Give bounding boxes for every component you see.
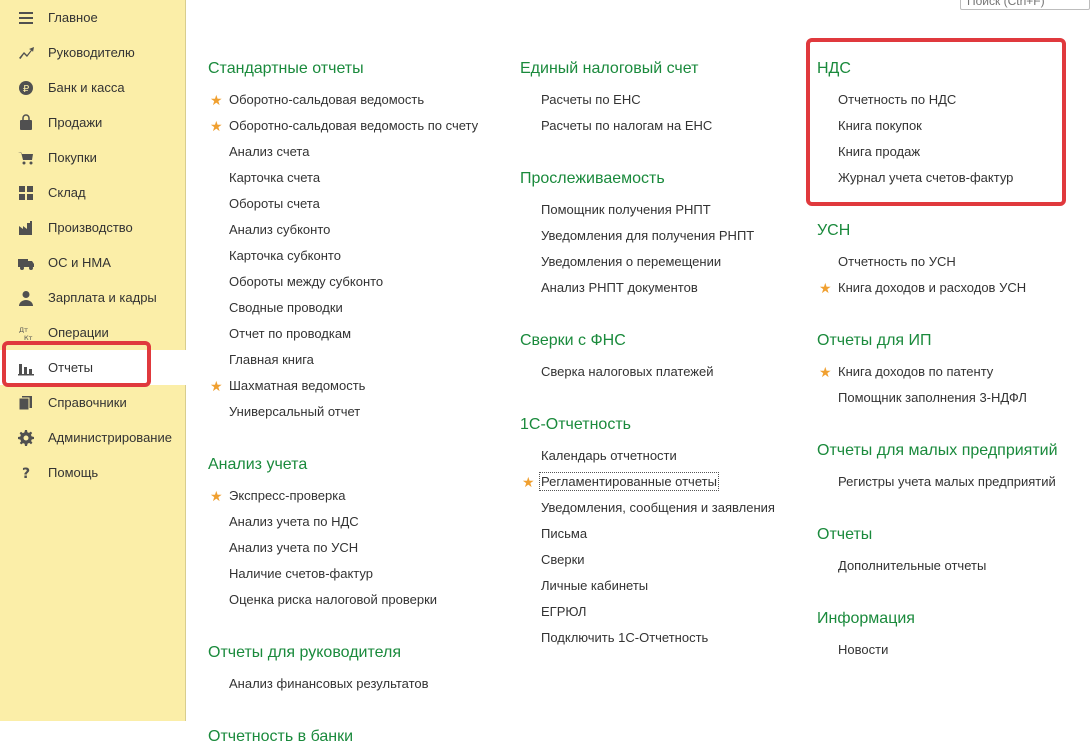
- sidebar-item-gear[interactable]: [0, 420, 186, 455]
- report-link[interactable]: Отчетность по УСН: [838, 254, 956, 269]
- star-icon[interactable]: ★: [210, 118, 223, 134]
- sidebar-item-shopping-bag[interactable]: [0, 105, 186, 140]
- star-icon[interactable]: ★: [210, 378, 223, 394]
- report-link[interactable]: Дополнительные отчеты: [838, 558, 987, 573]
- report-link[interactable]: Анализ субконто: [229, 222, 331, 237]
- section-title: Сверки с ФНС: [520, 332, 626, 349]
- report-link[interactable]: Помощник заполнения 3-НДФЛ: [838, 390, 1027, 405]
- trend-up-icon: [16, 43, 36, 63]
- factory-icon: [16, 218, 36, 238]
- sidebar-item-cart[interactable]: [0, 140, 186, 175]
- report-link[interactable]: Оборотно-сальдовая ведомость: [229, 92, 425, 107]
- report-link[interactable]: Расчеты по налогам на ЕНС: [541, 118, 713, 133]
- cart-icon: [16, 148, 36, 168]
- star-icon[interactable]: ★: [210, 92, 223, 108]
- report-link[interactable]: Карточка счета: [229, 170, 321, 185]
- report-link[interactable]: Отчетность по НДС: [838, 92, 957, 107]
- report-link[interactable]: Книга покупок: [838, 118, 922, 133]
- report-link[interactable]: Книга доходов и расходов УСН: [838, 280, 1027, 295]
- report-link[interactable]: Универсальный отчет: [229, 404, 361, 419]
- report-link[interactable]: Анализ учета по УСН: [229, 540, 359, 555]
- sidebar-item-question[interactable]: [0, 455, 186, 490]
- sidebar-item-books[interactable]: [0, 385, 186, 420]
- sidebar-item-label: Руководителю: [48, 45, 135, 60]
- sidebar-item-label: Отчеты: [48, 360, 93, 375]
- svg-text:?: ?: [21, 465, 31, 482]
- report-link[interactable]: Регламентированные отчеты: [541, 474, 717, 489]
- sidebar-item-menu[interactable]: [0, 0, 186, 35]
- sidebar-item-factory[interactable]: [0, 210, 186, 245]
- question-icon: [16, 463, 36, 483]
- report-link[interactable]: ЕГРЮЛ: [541, 604, 587, 619]
- person-icon: [16, 288, 36, 308]
- truck-icon: [16, 253, 36, 273]
- warehouse-grid-icon: [16, 183, 36, 203]
- report-link[interactable]: Уведомления о перемещении: [541, 254, 722, 269]
- report-link[interactable]: Анализ счета: [229, 144, 310, 159]
- sidebar-item-label: Склад: [48, 185, 86, 200]
- shopping-bag-icon: [16, 113, 36, 133]
- report-link[interactable]: Отчет по проводкам: [229, 326, 352, 341]
- menu-icon: [16, 8, 36, 28]
- sidebar-item-label: Банк и касса: [48, 80, 125, 95]
- report-link[interactable]: Карточка субконто: [229, 248, 341, 263]
- section-title: УСН: [817, 222, 851, 239]
- report-link[interactable]: Анализ финансовых результатов: [229, 676, 429, 691]
- section-title: Анализ учета: [208, 456, 308, 473]
- report-link[interactable]: Оценка риска налоговой проверки: [229, 592, 438, 607]
- report-link[interactable]: Анализ учета по НДС: [229, 514, 359, 529]
- sidebar-item-label: ОС и НМА: [48, 255, 111, 270]
- report-link[interactable]: Регистры учета малых предприятий: [838, 474, 1056, 489]
- report-link[interactable]: Письма: [541, 526, 588, 541]
- report-link[interactable]: Анализ РНПТ документов: [541, 280, 698, 295]
- section-title: НДС: [817, 60, 851, 77]
- report-link[interactable]: Сверки: [541, 552, 585, 567]
- sidebar-item-label: Продажи: [48, 115, 103, 130]
- sidebar: [0, 0, 186, 721]
- star-icon[interactable]: ★: [522, 474, 535, 490]
- report-link[interactable]: Уведомления для получения РНПТ: [541, 228, 755, 243]
- report-link[interactable]: Книга доходов по патенту: [838, 364, 994, 379]
- section-title: Отчеты: [817, 526, 873, 543]
- books-icon: [16, 393, 36, 413]
- report-link[interactable]: Оборотно-сальдовая ведомость по счету: [229, 118, 479, 133]
- bar-chart-icon: [16, 358, 36, 378]
- report-link[interactable]: Уведомления, сообщения и заявления: [541, 500, 775, 515]
- star-icon[interactable]: ★: [819, 280, 832, 296]
- sidebar-item-person[interactable]: [0, 280, 186, 315]
- sidebar-item-warehouse-grid[interactable]: [0, 175, 186, 210]
- report-link[interactable]: Личные кабинеты: [541, 578, 649, 593]
- sidebar-item-label: Производство: [48, 220, 133, 235]
- sidebar-item-dt-kt[interactable]: [0, 315, 186, 350]
- section-title: Прослеживаемость: [520, 170, 665, 187]
- report-link[interactable]: Журнал учета счетов-фактур: [838, 170, 1014, 185]
- sidebar-item-label: Операции: [48, 325, 109, 340]
- report-link[interactable]: Обороты счета: [229, 196, 320, 211]
- section-title: Единый налоговый счет: [520, 60, 699, 77]
- section-title: Отчеты для малых предприятий: [817, 442, 1058, 459]
- sidebar-item-bar-chart[interactable]: [0, 350, 187, 385]
- report-link[interactable]: Экспресс-проверка: [229, 488, 346, 503]
- report-link[interactable]: Шахматная ведомость: [229, 378, 366, 393]
- dt-kt-icon: [16, 323, 36, 343]
- section-title: 1С-Отчетность: [520, 416, 631, 433]
- gear-icon: [16, 428, 36, 448]
- section-title: Отчеты для руководителя: [208, 644, 401, 661]
- sidebar-item-ruble-coin[interactable]: [0, 70, 186, 105]
- section-title: Отчетность в банки: [208, 728, 354, 745]
- star-icon[interactable]: ★: [210, 488, 223, 504]
- svg-text:₽: ₽: [22, 83, 30, 95]
- sidebar-item-trend-up[interactable]: [0, 35, 186, 70]
- section-title: Информация: [817, 610, 915, 627]
- sidebar-item-label: Справочники: [48, 395, 127, 410]
- report-link[interactable]: Подключить 1С-Отчетность: [541, 630, 709, 645]
- sidebar-item-label: Помощь: [48, 465, 99, 480]
- star-icon[interactable]: ★: [819, 364, 832, 380]
- report-link[interactable]: Главная книга: [229, 352, 314, 367]
- report-link[interactable]: Наличие счетов-фактур: [229, 566, 373, 581]
- sidebar-item-label: Администрирование: [48, 430, 172, 445]
- report-link[interactable]: Помощник получения РНПТ: [541, 202, 711, 217]
- report-link[interactable]: Расчеты по ЕНС: [541, 92, 641, 107]
- sidebar-item-label: Зарплата и кадры: [48, 290, 157, 305]
- report-link[interactable]: Обороты между субконто: [229, 274, 384, 289]
- sidebar-item-label: Главное: [48, 10, 98, 25]
- svg-text:Кт: Кт: [24, 333, 33, 342]
- svg-text:Дт: Дт: [19, 325, 28, 334]
- sidebar-item-truck[interactable]: [0, 245, 186, 280]
- report-link[interactable]: Новости: [838, 642, 889, 657]
- report-link[interactable]: Календарь отчетности: [541, 448, 677, 463]
- section-title: Отчеты для ИП: [817, 332, 932, 349]
- sidebar-item-label: Покупки: [48, 150, 97, 165]
- report-link[interactable]: Сверка налоговых платежей: [541, 364, 714, 379]
- report-link[interactable]: Сводные проводки: [229, 300, 343, 315]
- search-input[interactable]: [960, 0, 1090, 10]
- section-title: Стандартные отчеты: [208, 60, 364, 77]
- ruble-coin-icon: [16, 78, 36, 98]
- report-link[interactable]: Книга продаж: [838, 144, 921, 159]
